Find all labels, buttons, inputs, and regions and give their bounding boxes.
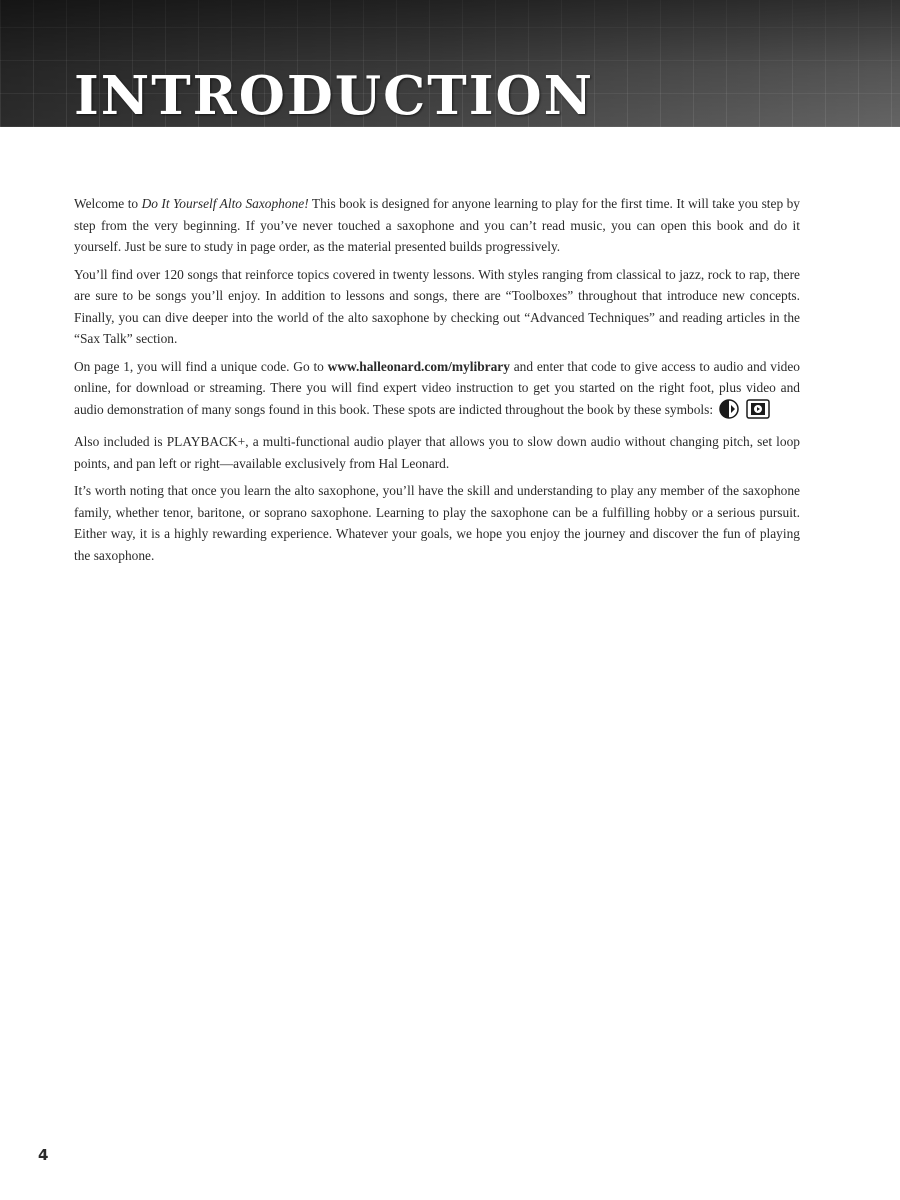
welcome-rest: This book is designed for anyone learning to play for the first time. It will take you step by step from the very beginning. If you’ve never touched a saxophone and you can’t read music, you can open this book and do it yourself. Just be sure to study in page order, as the material presented builds progressively. (74, 196, 800, 254)
online-lead: On page 1, you will find a unique code. Go to (74, 358, 328, 374)
library-link[interactable]: www.halleonard.com/mylibrary (327, 358, 510, 374)
video-icon (746, 399, 770, 426)
page-title: INTRODUCTION (74, 65, 595, 127)
online-rest: and enter that code to give access to audio and video online, for download or streaming. There you will find expert video instruction to get you started on the right foot, plus video and audio demonstration of many songs found in this book. These spots are indicted throughout the book by these symbols: (74, 358, 800, 417)
audio-icon (718, 399, 740, 426)
page-number: 4 (38, 1146, 49, 1164)
book-title: Do It Yourself Alto Saxophone! (141, 196, 309, 211)
paragraph-online (74, 356, 800, 426)
paragraph-family: It’s worth noting that once you learn the alto saxophone, you’ll have the skill and understanding to play any member of the saxophone family, whether tenor, baritone, or soprano saxophone. Learning to play the saxophone can be a fulfilling hobby or a serious pursuit. Either way, it is a highly rewarding experience. Whatever your goals, we hope you enjoy the journey and discover the fun of playing the saxophone. (74, 483, 800, 563)
body-text (74, 193, 800, 572)
paragraph-songs: You’ll find over 120 songs that reinforce topics covered in twenty lessons. With styles ranging from classical to jazz, rock to rap, there are sure to be songs you’ll enjoy. In addition to lessons and songs, there are “Toolboxes” throughout that introduce new concepts. Finally, you can dive deeper into the world of the alto saxophone by checking out “Advanced Techniques” and reading articles in the “Sax Talk” section. (74, 266, 800, 346)
paragraph-welcome (74, 193, 800, 258)
paragraph-playback: Also included is PLAYBACK+, a multi-functional audio player that allows you to slow down audio without changing pitch, set loop points, and pan left or right—available exclusively from Hal Leonard. (74, 434, 800, 471)
welcome-lead: Welcome to (74, 196, 142, 211)
